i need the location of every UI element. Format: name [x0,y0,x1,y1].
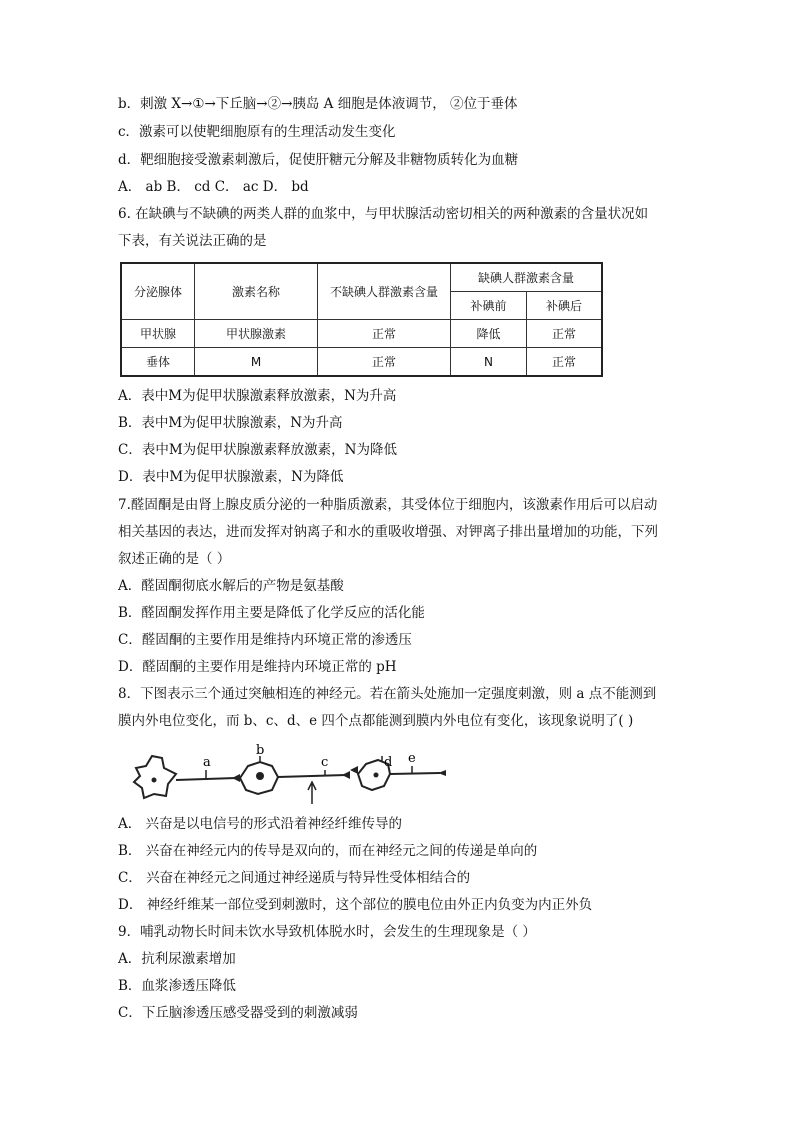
label-b: b [256,744,265,758]
header-gland: 分泌腺体 [121,263,195,320]
q6-option-b: B．表中M为促甲状腺激素，N为升高 [118,415,343,431]
q9-stem: 9．哺乳动物长时间未饮水导致机体脱水时，会发生的生理现象是（ ） [118,924,536,940]
table-cell: 正常 [527,348,603,377]
table-cell: 正常 [318,348,451,377]
q6-stem-line2: 下表，有关说法正确的是 [118,233,267,249]
q6-option-a: A．表中M为促甲状腺激素释放激素，N为升高 [118,388,397,404]
table-cell: 正常 [318,320,451,348]
label-e: e [408,751,416,766]
table-row [121,320,602,348]
label-d: d [384,755,393,770]
table-cell: N [451,348,527,377]
q7-option-b: B．醛固酮发挥作用主要是降低了化学反应的活化能 [118,605,425,621]
q6-option-c: C．表中M为促甲状腺激素释放激素，N为降低 [118,442,397,458]
table-row [121,348,602,377]
table-cell: 甲状腺激素 [195,320,318,348]
q9-option-b: B．血浆渗透压降低 [118,978,236,994]
table-cell: 垂体 [121,348,195,377]
header-after: 补碘后 [527,292,603,320]
q7-option-a: A．醛固酮彻底水解后的产物是氨基酸 [118,578,344,594]
option-d-text: d．靶细胞接受激素刺激后，促使肝糖元分解及非糖物质转化为血糖 [118,152,519,168]
q8-option-d: D． 神经纤维某一部位受到刺激时，这个部位的膜电位由外正内负变为内正外负 [118,897,593,913]
header-before: 补碘前 [451,292,527,320]
label-a: a [203,755,211,770]
option-c-text: c．激素可以使靶细胞原有的生理活动发生变化 [118,124,396,140]
q7-stem-line1: 7.醛固酮是由肾上腺皮质分泌的一种脂质激素，其受体位于细胞内，该激素作用后可以启动 [118,497,658,513]
q6-stem-line1: 6. 在缺碘与不缺碘的两类人群的血浆中，与甲状腺活动密切相关的两种激素的含量状况如 [118,206,649,222]
header-normal: 不缺碘人群激素含量 [318,263,451,320]
stimulus-arrow-icon [308,782,316,804]
q5-choices: A． ab B． cd C． ac D． bd [118,179,309,195]
neuron-2 [240,762,278,794]
table-cell: 甲状腺 [121,320,195,348]
q8-option-b: B． 兴奋在神经元内的传导是双向的，而在神经元之间的传递是单向的 [118,843,538,859]
header-deficient: 缺碘人群激素含量 [451,263,603,292]
table-header-row [121,263,602,292]
q9-option-c: C．下丘脑渗透压感受器受到的刺激减弱 [118,1005,358,1021]
q8-stem-line2: 膜内外电位变化，而 b、c、d、e 四个点都能测到膜内外电位有变化，该现象说明了( ) [118,713,634,729]
neuron-diagram [128,744,448,808]
q7-stem-line3: 叙述正确的是（ ） [118,551,231,567]
q8-option-c: C． 兴奋在神经元之间通过神经递质与特异性受体相结合的 [118,870,471,886]
option-b-text: b．刺激 X→①→下丘脑→②→胰岛 A 细胞是体液调节， ②位于垂体 [118,96,518,112]
q8-option-a: A． 兴奋是以电信号的形式沿着神经纤维传导的 [118,816,403,832]
q7-stem-line2: 相关基因的表达，进而发挥对钠离子和水的重吸收增强、对钾离子排出量增加的功能，下列 [118,524,658,540]
hormone-table [120,262,603,377]
neuron-1 [134,756,176,798]
q9-option-a: A．抗利尿激素增加 [118,951,236,967]
q7-option-c: C．醛固酮的主要作用是维持内环境正常的渗透压 [118,632,412,648]
table-cell: 正常 [527,320,603,348]
table-cell: M [195,348,318,377]
table-cell: 降低 [451,320,527,348]
label-c: c [321,755,329,770]
q6-option-d: D．表中M为促甲状腺激素，N为降低 [118,469,344,485]
q8-stem-line1: 8．下图表示三个通过突触相连的神经元。若在箭头处施加一定强度刺激，则 a 点不能测到 [118,686,657,702]
header-hormone: 激素名称 [195,263,318,320]
q7-option-d: D．醛固酮的主要作用是维持内环境正常的 pH [118,659,397,675]
